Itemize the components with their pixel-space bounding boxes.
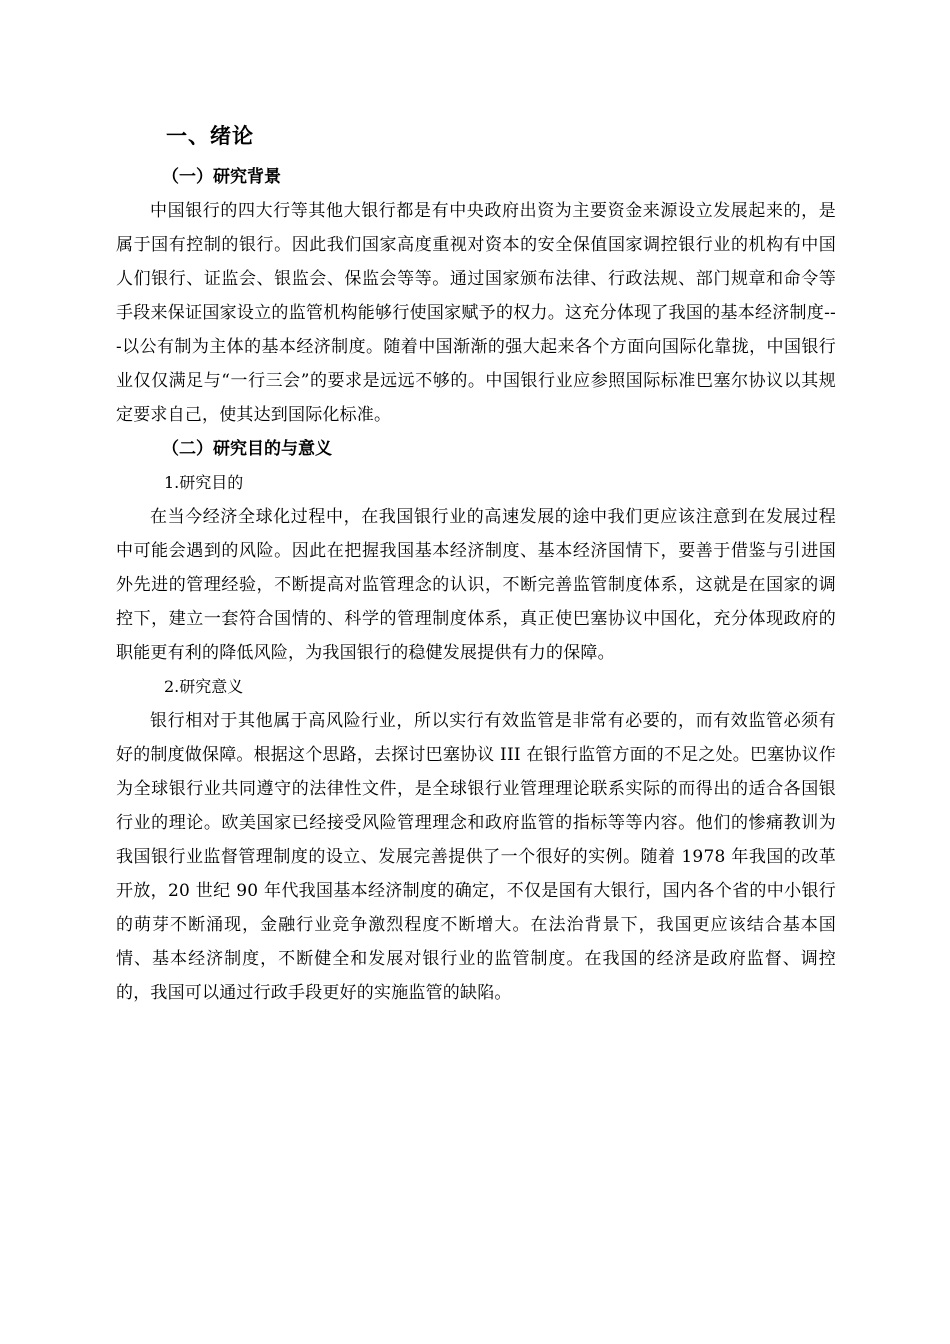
document-body — [116, 118, 836, 1010]
section-heading-background: （一）研究背景 — [162, 167, 281, 187]
paragraph-significance: 银行相对于其他属于高风险行业，所以实行有效监管是非常有必要的，而有效监管必须有好的制度做保障。根据这个思路，去探讨巴塞协议 III 在银行监管方面的不足之处。巴塞协议作为全球银行业共同遵守的法律性文件，是全球银行业管理理论联系实际的而得出的适合各国银行业的理论。欧美国家已经接受风险管理理念和政府监管的指标等等内容。他们的惨痛教训为我国银行业监督管理制度的设立、发展完善提供了一个很好的实例。随着 1978 年我国的改革开放，20 世纪 90 年代我国基本经济制度的确定，不仅是国有大银行，国内各个省的中小银行的萌芽不断涌现，金融行业竞争激烈程度不断增大。在法治背景下，我国更应该结合基本国情、基本经济制度，不断健全和发展对银行业的监管制度。在我国的经济是政府监督、调控的，我国可以通过行政手段更好的实施监管的缺陷。 — [116, 711, 836, 1003]
subsection-heading-purpose: 1.研究目的 — [164, 473, 244, 492]
paragraph-background: 中国银行的四大行等其他大银行都是有中央政府出资为主要资金来源设立发展起来的，是属于国有控制的银行。因此我们国家高度重视对资本的安全保值国家调控银行业的机构有中国人们银行、证监会、银监会、保监会等等。通过国家颁布法律、行政法规、部门规章和命令等手段来保证国家设立的监管机构能够行使国家赋予的权力。这充分体现了我国的基本经济制度---以公有制为主体的基本经济制度。随着中国渐渐的强大起来各个方面向国际化靠拢，中国银行业仅仅满足与“一行三会”的要求是远远不够的。中国银行业应参照国际标准巴塞尔协议以其规定要求自己，使其达到国际化标准。 — [116, 201, 836, 425]
chapter-title: 一、绪论 — [166, 124, 254, 148]
subsection-heading-significance: 2.研究意义 — [164, 677, 244, 696]
section-heading-purpose-significance: （二）研究目的与意义 — [162, 439, 332, 459]
paragraph-purpose: 在当今经济全球化过程中，在我国银行业的高速发展的途中我们更应该注意到在发展过程中可能会遇到的风险。因此在把握我国基本经济制度、基本经济国情下，要善于借鉴与引进国外先进的管理经验，不断提高对监管理念的认识，不断完善监管制度体系，这就是在国家的调控下，建立一套符合国情的、科学的管理制度体系，真正使巴塞协议中国化，充分体现政府的职能更有利的降低风险，为我国银行的稳健发展提供有力的保障。 — [116, 507, 836, 663]
